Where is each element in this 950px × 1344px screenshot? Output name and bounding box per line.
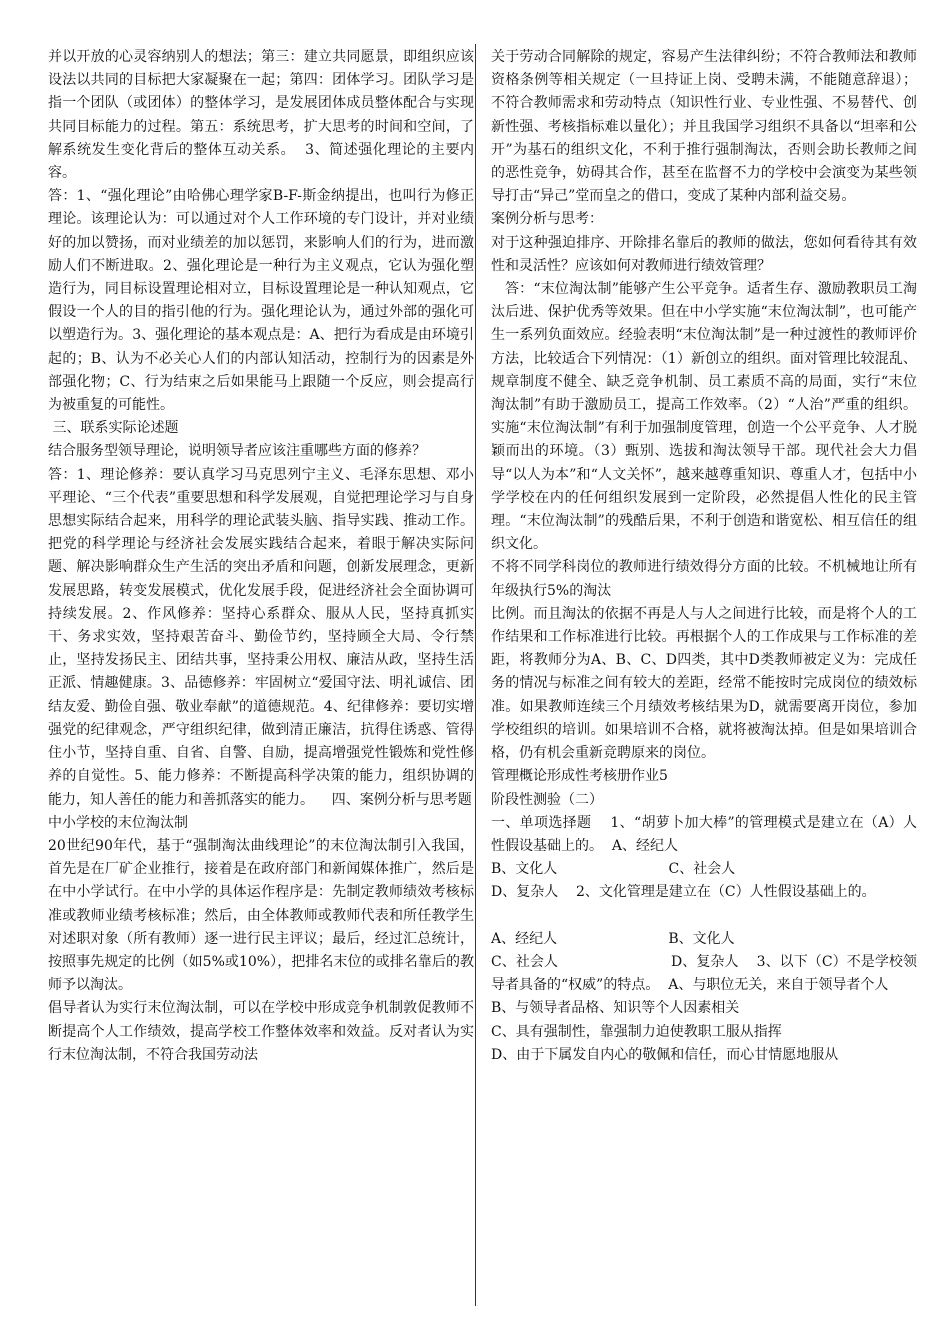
right-column bbox=[491, 46, 917, 1067]
section-heading: 案例分析与思考： bbox=[491, 211, 603, 228]
question: D、复杂人 2、文化管理是建立在（C）人性假设基础上的。 bbox=[491, 884, 876, 901]
paragraph: 不将不同学科岗位的教师进行绩效得分方面的比较。不机械地让所有年级执行5%的淘汰 bbox=[491, 559, 917, 599]
paragraph: 并以开放的心灵容纳别人的想法；第三：建立共同愿景，即组织应该设法以共同的目标把大家凝聚在一起；第四：团体学习。团队学习是指一个团队（或团体）的整体学习，是发展团体成员整体配合与实现共同目标能力的过程。第五：系统思考，扩大思考的时间和空间，了解系统发生变化背后的整体互动关系。 3、简述强化理论的主要内容。 bbox=[48, 49, 474, 182]
question: C、社会人 D、复杂人 3、以下（C）不是学校领导者具备的“权威”的特点。 A、与职位无关，来自于领导者个人 bbox=[491, 953, 917, 994]
paragraph: 答：1、理论修养：要认真学习马克思列宁主义、毛泽东思想、邓小平理论、“三个代表”重要思想和科学发展观，自觉把理论学习与自身思想实际结合起来，用科学的理论武装头脑、指导实践、推动工作。把党的科学理论与经济社会发展实践结合起来，着眼于解决实际问题、解决影响群众生产生活的突出矛盾和问题，创新发展理念，更新发展思路，转变发展模式，优化发展手段，促进经济社会全面协调可持续发展。2、作风修养：坚持心系群众、服从人民，坚持真抓实干、务求实效，坚持艰苦奋斗、勤俭节约，坚持顾全大局、令行禁止，坚持发扬民主、团结共事，坚持秉公用权、廉洁从政，坚持生活正派、情趣健康。3、品德修养：牢固树立“爱国守法、明礼诚信、团结友爱、勤俭自强、敬业奉献”的道德规范。4、纪律修养：要切实增强党的纪律观念，严守组织纪律，做到清正廉洁，抗得住诱惑、管得住小节，坚持自重、自省、自警、自励，提高增强党性锻炼和党性修养的自觉性。5、能力修养：不断提高科学决策的能力，组织协调的能力，知人善任的能力和善抓落实的能力。 四、案例分析与思考题 bbox=[48, 466, 474, 808]
assignment-title: 管理概论形成性考核册作业5 bbox=[491, 768, 668, 785]
question: 对于这种强迫排序、开除排名靠后的教师的做法，您如何看待其有效性和灵活性？应该如何对教师进行绩效管理？ bbox=[491, 234, 917, 274]
option: B、与领导者品格、知识等个人因素相关 bbox=[491, 1000, 740, 1017]
section-heading: 三、联系实际论述题 bbox=[48, 420, 179, 437]
option: D、由于下属发自内心的敬佩和信任，而心甘情愿地服从 bbox=[491, 1046, 839, 1063]
options-line: A、经纪人 B、文化人 bbox=[491, 930, 735, 947]
paragraph: 关于劳动合同解除的规定，容易产生法律纠纷；不符合教师法和教师资格条例等相关规定（一旦持证上岗、受聘未满，不能随意辞退）；不符合教师需求和劳动特点（知识性行业、专业性强、不易替代、创新性强、考核指标难以量化）；并且我国学习组织不具备以“坦率和公开”为基石的组织文化，不利于推行强制淘汰，否则会助长教师之间的恶性竞争，妨碍其合作，甚至在监督不力的学校中会演变为某些领导打击“异己”堂而皇之的借口，变成了某种内部利益交易。 bbox=[491, 49, 917, 205]
left-column bbox=[48, 46, 474, 1067]
question: 结合服务型领导理论，说明领导者应该注重哪些方面的修养？ bbox=[48, 443, 426, 460]
column-divider bbox=[475, 44, 476, 1306]
blank-line bbox=[491, 905, 917, 928]
option: C、具有强制性，靠强制力迫使教职工服从指挥 bbox=[491, 1023, 782, 1040]
case-title: 中小学校的末位淘汰制 bbox=[48, 814, 188, 831]
paragraph: 答：“末位淘汰制”能够产生公平竞争。适者生存、激励教职员工淘汰后进、保护优秀等效果。但在中小学实施“末位淘汰制”，也可能产生一系列负面效应。经验表明“末位淘汰制”是一种过渡性的教师评价方法，比较适合下列情况：（1）新创立的组织。面对管理比较混乱、规章制度不健全、缺乏竞争机制、员工素质不高的局面，实行“末位淘汰制”有助于激励员工，提高工作效率。（2）“人治”严重的组织。实施“末位淘汰制”有利于加强制度管理，创造一个公平竞争、人才脱颖而出的环境。（3）甄别、选拔和淘汰领导干部。现代社会大力倡导“以人为本”和“人文关怀”，越来越尊重知识、尊重人才，包括中小学学校在内的任何组织发展到一定阶段，必然提倡人性化的民主管理。“末位淘汰制”的残酷后果，不利于创造和谐宽松、相互信任的组织文化。 bbox=[491, 281, 917, 553]
options-line: B、文化人 C、社会人 bbox=[491, 861, 736, 878]
paragraph: 20世纪90年代，基于“强制淘汰曲线理论”的末位淘汰制引入我国，首先是在厂矿企业推行，接着是在政府部门和新闻媒体推广，然后是在中小学试行。在中小学的具体运作程序是：先制定教师绩效考核标准或教师业绩考核标准；然后，由全体教师或教师代表和所任教学生对述职对象（所有教师）逐一进行民主评议；最后，经过汇总统计，按照事先规定的比例（如5%或10%），把排名末位的或排名靠后的教师予以淘汰。 bbox=[48, 837, 474, 994]
paragraph: 答：1、“强化理论”由哈佛心理学家B-F-斯金纳提出，也叫行为修正理论。该理论认为：可以通过对个人工作环境的专门设计，并对业绩好的加以赞扬，而对业绩差的加以惩罚，来影响人们的行为，进而激励人们不断进取。2、强化理论是一种行为主义观点，它认为强化塑造行为，同目标设置理论相对立，目标设置理论是一种认知观点，它假设一个人的目的指引他的行为。强化理论认为，通过外部的强化可以塑造行为。3、强化理论的基本观点是：A、把行为看成是由环境引起的；B、认为不必关心人们的内部认知活动，控制行为的因素是外部强化物；C、行为结束之后如果能马上跟随一个反应，则会提高行为被重复的可能性。 bbox=[48, 188, 474, 414]
test-title: 阶段性测验（二） bbox=[491, 791, 603, 808]
paragraph: 比例。而且淘汰的依据不再是人与人之间进行比较，而是将个人的工作结果和工作标准进行比较。再根据个人的工作成果与工作标准的差距，将教师分为A、B、C、D四类，其中D类教师被定义为：完成任务的情况与标准之间有较大的差距，经常不能按时完成岗位的绩效标准。如果教师连续三个月绩效考核结果为D，就需要离开岗位，参加学校组织的培训。如果培训不合格，就将被淘汰掉。但是如果培训合格，仍有机会重新竞聘原来的岗位。 bbox=[491, 605, 917, 762]
paragraph: 倡导者认为实行末位淘汰制，可以在学校中形成竞争机制敦促教师不断提高个人工作绩效，提高学校工作整体效率和效益。反对者认为实行末位淘汰制，不符合我国劳动法 bbox=[48, 1000, 474, 1063]
question: 一、单项选择题 1、“胡萝卜加大棒”的管理模式是建立在（A）人性假设基础上的。 A、经纪人 bbox=[491, 814, 917, 854]
